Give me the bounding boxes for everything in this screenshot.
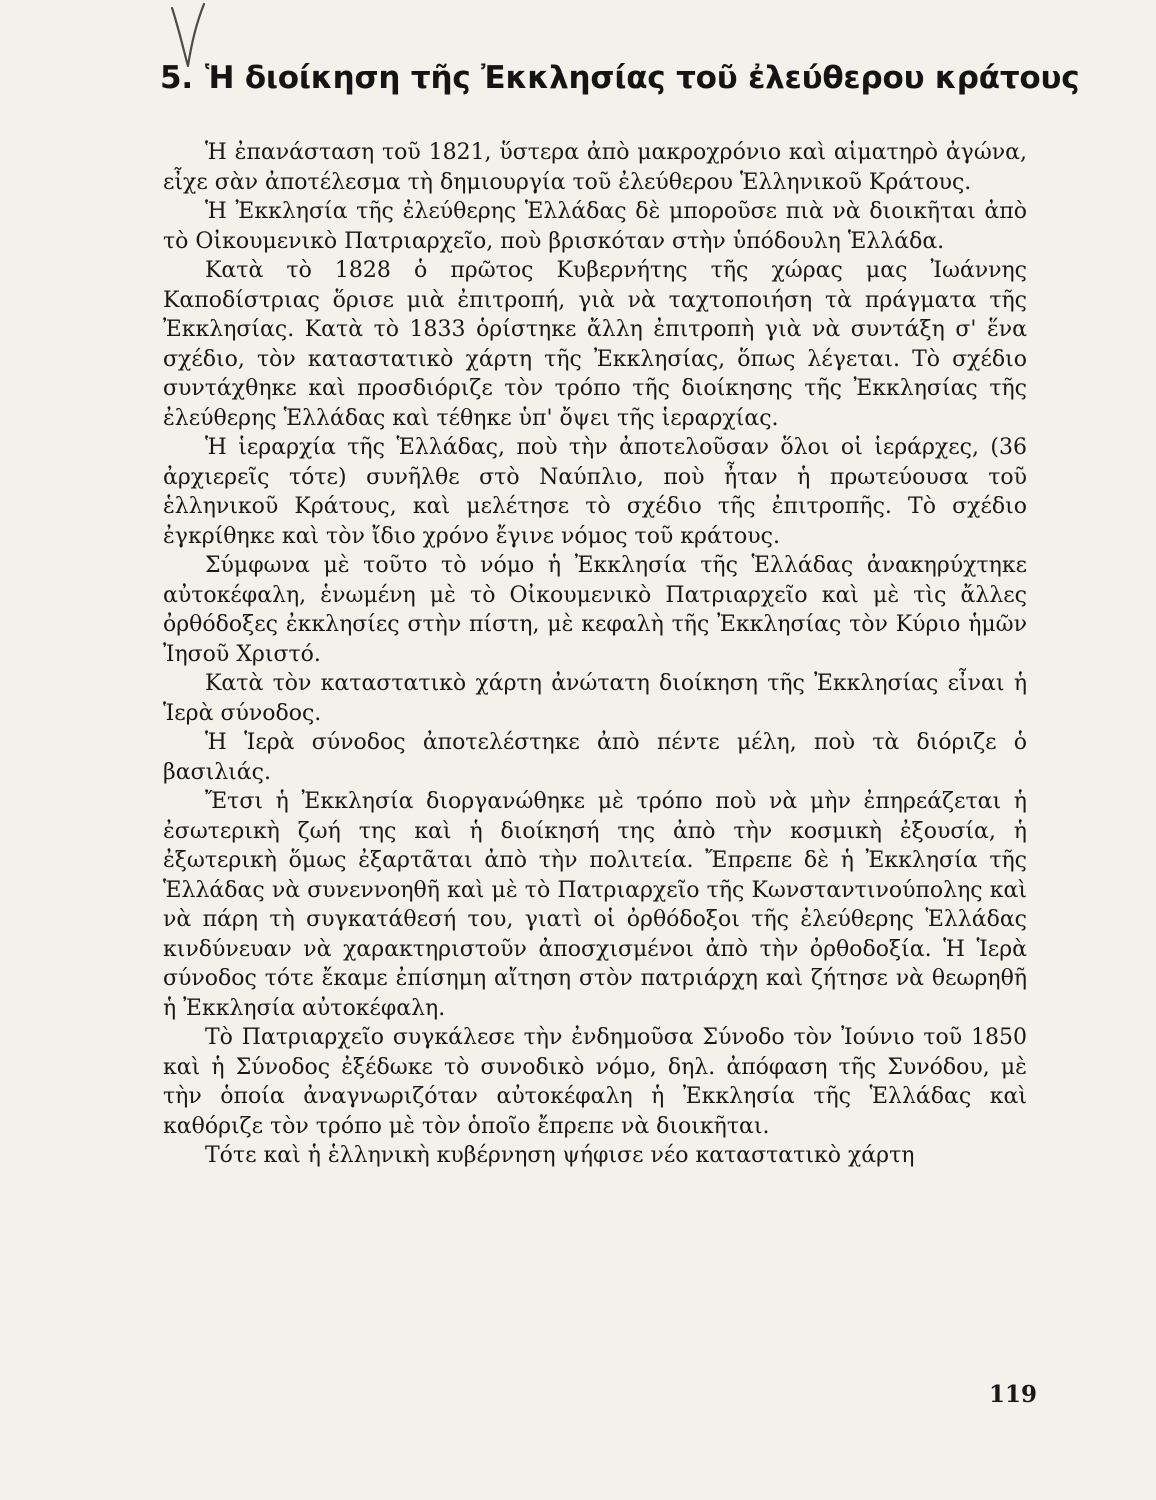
paragraph: Ἡ ἐπανάσταση τοῦ 1821, ὕστερα ἀπὸ μακροχρόνιο καὶ αἱματηρὸ ἀγώνα, εἶχε σὰν ἀποτέλεσμα τὴ δημιουργία τοῦ ἐλεύθερου Ἑλληνικοῦ Κράτους.	[163, 140, 1027, 195]
section-title: Ἡ διοίκηση τῆς Ἐκκλησίας τοῦ ἐλεύθερου κράτους	[204, 60, 1080, 96]
body-text	[163, 138, 1027, 1171]
paragraph: Κατὰ τὸ 1828 ὁ πρῶτος Κυβερνήτης τῆς χώρας μας Ἰωάννης Καποδίστριας ὅρισε μιὰ ἐπιτροπή, γιὰ νὰ ταχτοποιήση τὰ πράγματα τῆς Ἐκκλησίας. Κατὰ τὸ 1833 ὁρίστηκε ἄλλη ἐπιτροπὴ γιὰ νὰ συντάξη σ' ἕνα σχέδιο, τὸν καταστατικὸ χάρτη τῆς Ἐκκλησίας, ὅπως λέγεται. Τὸ σχέδιο συντάχθηκε καὶ προσδιόριζε τὸν τρόπο τῆς διοίκησης τῆς Ἐκκλησίας τῆς ἐλεύθερης Ἑλλάδας καὶ τέθηκε ὑπ' ὄψει τῆς ἱεραρχίας.	[163, 258, 1027, 431]
paragraph: Τότε καὶ ἡ ἑλληνικὴ κυβέρνηση ψήφισε νέο καταστατικὸ χάρτη	[205, 1143, 915, 1168]
section-number: 5.	[160, 60, 193, 96]
paragraph: Κατὰ τὸν καταστατικὸ χάρτη ἀνώτατη διοίκηση τῆς Ἐκκλησίας εἶναι ἡ Ἱερὰ σύνοδος.	[163, 671, 1027, 726]
paragraph: Σύμφωνα μὲ τοῦτο τὸ νόμο ἡ Ἐκκλησία τῆς Ἑλλάδας ἀνακηρύχτηκε αὐτοκέφαλη, ἑνωμένη μὲ τὸ Οἰκουμενικὸ Πατριαρχεῖο καὶ μὲ τὶς ἄλλες ὀρθόδοξες ἐκκλησίες στὴν πίστη, μὲ κεφαλὴ τῆς Ἐκκλησίας τὸν Κύριο ἡμῶν Ἰησοῦ Χριστό.	[163, 553, 1027, 667]
paragraph: Τὸ Πατριαρχεῖο συγκάλεσε τὴν ἐνδημοῦσα Σύνοδο τὸν Ἰούνιο τοῦ 1850 καὶ ἡ Σύνοδος ἐξέδωκε τὸ συνοδικὸ νόμο, δηλ. ἀπόφαση τῆς Συνόδου, μὲ τὴν ὁποία ἀναγνωριζόταν αὐτοκέφαλη ἡ Ἐκκλησία τῆς Ἑλλάδας καὶ καθόριζε τὸν τρόπο μὲ τὸν ὁποῖο ἔπρεπε νὰ διοικῆται.	[163, 1025, 1027, 1139]
paragraph: Ἡ Ἱερὰ σύνοδος ἀποτελέστηκε ἀπὸ πέντε μέλη, ποὺ τὰ διόριζε ὁ βασιλιάς.	[163, 730, 1027, 785]
page-number: 119	[988, 1381, 1037, 1408]
paragraph: Ἔτσι ἡ Ἐκκλησία διοργανώθηκε μὲ τρόπο ποὺ νὰ μὴν ἐπηρεάζεται ἡ ἐσωτερικὴ ζωή της καὶ ἡ διοίκησή της ἀπὸ τὴν κοσμικὴ ἐξουσία, ἡ ἐξωτερικὴ ὅμως ἐξαρτᾶται ἀπὸ τὴν πολιτεία. Ἔπρεπε δὲ ἡ Ἐκκλησία τῆς Ἑλλάδας νὰ συνεννοηθῆ καὶ μὲ τὸ Πατριαρχεῖο τῆς Κωνσταντινούπολης καὶ νὰ πάρη τὴ συγκατάθεσή του, γιατὶ οἱ ὀρθόδοξοι τῆς ἐλεύθερης Ἑλλάδας κινδύνευαν νὰ χαρακτηριστοῦν ἀποσχισμένοι ἀπὸ τὴν ὀρθοδοξία. Ἡ Ἱερὰ σύνοδος τότε ἔκαμε ἐπίσημη αἴτηση στὸν πατριάρχη καὶ ζήτησε νὰ θεωρηθῆ ἡ Ἐκκλησία αὐτοκέφαλη.	[163, 789, 1027, 1021]
paragraph: Ἡ ἱεραρχία τῆς Ἑλλάδας, ποὺ τὴν ἀποτελοῦσαν ὅλοι οἱ ἱεράρχες, (36 ἀρχιερεῖς τότε) συνῆλθε στὸ Ναύπλιο, ποὺ ἦταν ἡ πρωτεύουσα τοῦ ἑλληνικοῦ Κράτους, καὶ μελέτησε τὸ σχέδιο τῆς ἐπιτροπῆς. Τὸ σχέδιο ἐγκρίθηκε καὶ τὸν ἴδιο χρόνο ἔγινε νόμος τοῦ κράτους.	[163, 435, 1027, 549]
paragraph: Ἡ Ἐκκλησία τῆς ἐλεύθερης Ἑλλάδας δὲ μποροῦσε πιὰ νὰ διοικῆται ἀπὸ τὸ Οἰκουμενικὸ Πατριαρχεῖο, ποὺ βρισκόταν στὴν ὑπόδουλη Ἑλλάδα.	[163, 199, 1027, 254]
section-heading	[160, 58, 1080, 98]
